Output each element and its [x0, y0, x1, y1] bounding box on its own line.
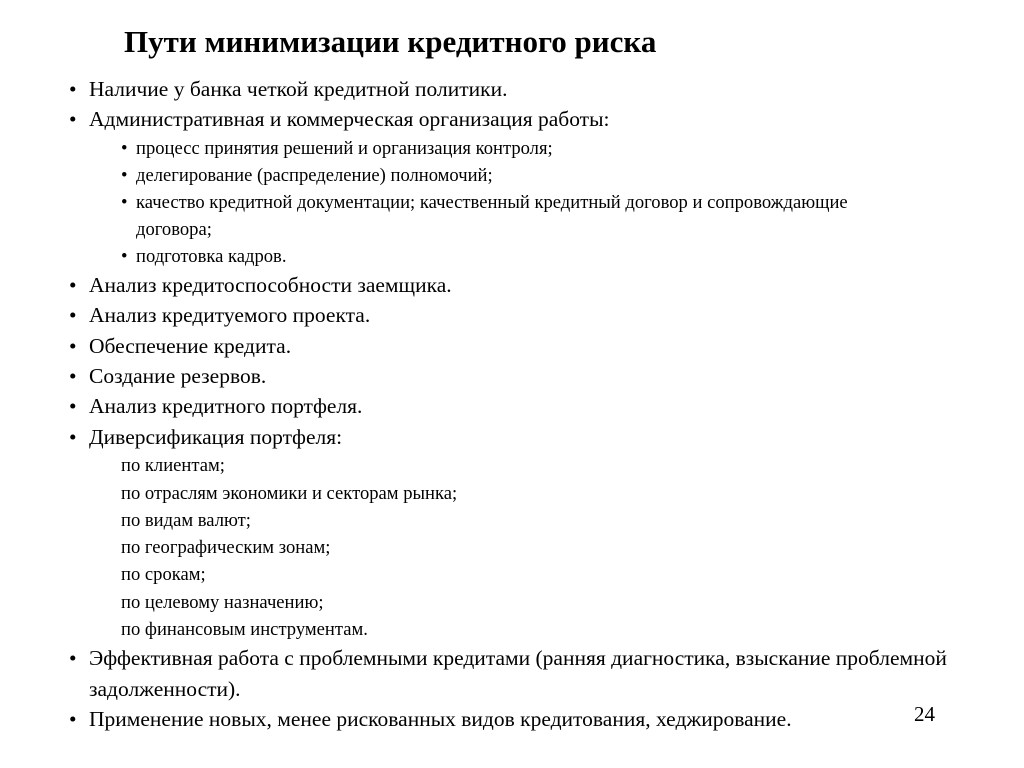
list-item-text: Эффективная работа с проблемными кредитами (ранняя диагностика, взыскание проблемной задолженности). [89, 646, 947, 701]
bullet-icon: • [121, 164, 128, 186]
bullet-icon: • [121, 191, 128, 213]
sub-list-item-text: подготовка кадров. [136, 245, 287, 267]
bullet-list [0, 74, 1024, 735]
bullet-icon: • [69, 646, 77, 671]
bullet-icon: • [69, 272, 77, 297]
list-item-text: Обеспечение кредита. [89, 333, 292, 358]
list-item [0, 422, 1024, 452]
diversification-item: по целевому назначению; [121, 591, 324, 613]
list-item-text: Наличие у банка четкой кредитной политики. [89, 77, 508, 101]
sub-list-item [0, 243, 1024, 270]
diversification-item: по срокам; [121, 564, 206, 586]
sub-list-item-text: делегирование (распределение) полномочий; [136, 164, 493, 186]
sub-list-item [0, 189, 1024, 243]
list-item-text: Диверсификация портфеля: [89, 424, 343, 449]
list-item [0, 104, 1024, 134]
diversification-item: по клиентам; [121, 455, 225, 477]
bullet-icon: • [121, 137, 128, 159]
diversification-item: по видам валют; [121, 509, 251, 531]
bullet-icon: • [69, 394, 77, 419]
list-item [0, 270, 1024, 300]
bullet-icon: • [121, 245, 128, 267]
bullet-icon: • [69, 333, 77, 358]
list-item-text: Анализ кредитоспособности заемщика. [89, 272, 452, 297]
page-number: 24 [914, 702, 935, 726]
bullet-icon: • [69, 707, 77, 732]
list-item-text: Анализ кредитного портфеля. [89, 394, 363, 419]
bullet-icon: • [69, 364, 77, 389]
list-item-text: Создание резервов. [89, 364, 267, 389]
diversification-item: по географическим зонам; [121, 537, 331, 559]
list-item [0, 361, 1024, 391]
diversification-item: по отраслям экономики и секторам рынка; [121, 482, 458, 504]
diversification-item: по финансовым инструментам. [121, 619, 368, 641]
list-item [0, 331, 1024, 361]
sub-list-item-text: процесс принятия решений и организация контроля; [136, 137, 553, 159]
bullet-icon: • [69, 303, 77, 328]
bullet-icon: • [69, 424, 77, 449]
slide-title: Пути минимизации кредитного риска [124, 24, 657, 59]
list-item-text: Анализ кредитуемого проекта. [89, 303, 371, 328]
list-item [0, 300, 1024, 330]
sub-list-item [0, 135, 1024, 162]
list-item [0, 704, 1024, 734]
list-item [0, 391, 1024, 421]
bullet-icon: • [69, 107, 77, 132]
sub-list-item-text: качество кредитной документации; качественный кредитный договор и сопровождающие договора; [136, 191, 848, 240]
list-item-text: Применение новых, менее рискованных видов кредитования, хеджирование. [89, 707, 792, 732]
list-item [0, 74, 1024, 104]
list-item [0, 643, 1024, 704]
bullet-icon: • [69, 77, 77, 101]
sub-list-item [0, 162, 1024, 189]
list-item-text: Административная и коммерческая организация работы: [89, 107, 610, 132]
